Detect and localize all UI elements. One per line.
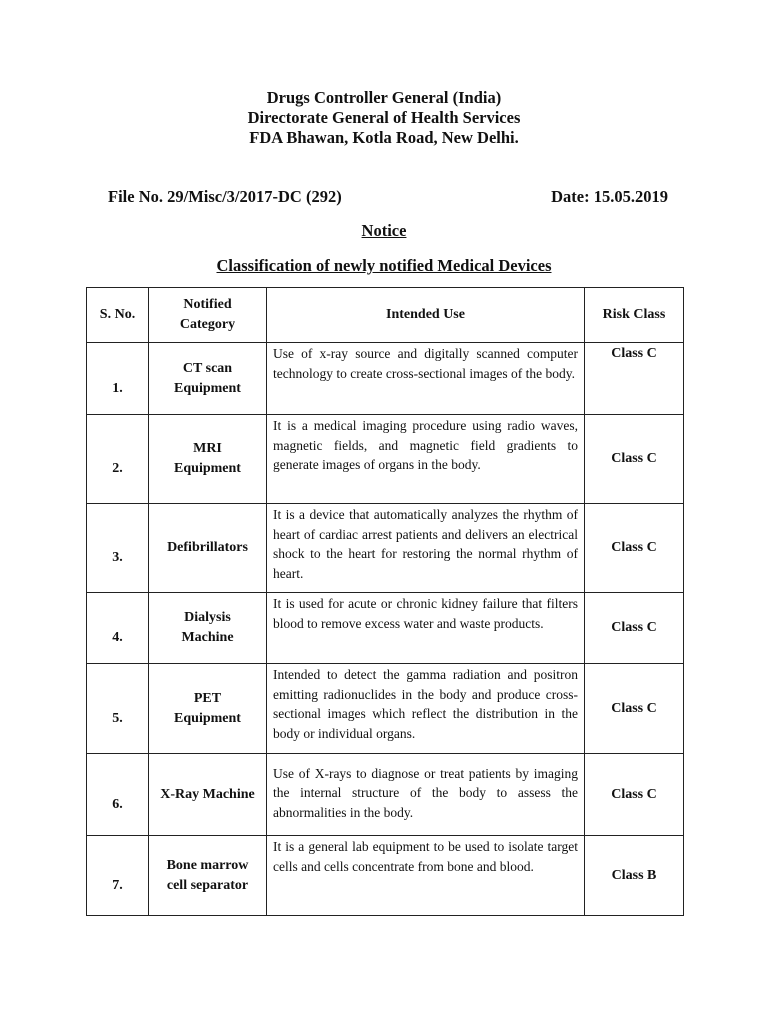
row-intended-use: Use of x-ray source and digitally scanned computer technology to create cross-sectional images of the body. — [267, 343, 585, 415]
row-intended-use: It is a device that automatically analyzes the rhythm of heart of cardiac arrest patients and delivers an electrical shock to the heart for restoring the normal rhythm of heart. — [267, 504, 585, 593]
row-risk-class: Class C — [585, 343, 684, 415]
table-row — [87, 754, 684, 836]
row-category: Bone marrow cell separator — [149, 836, 267, 916]
row-risk-class: Class C — [585, 415, 684, 504]
table-row — [87, 343, 684, 415]
row-intended-use: It is a medical imaging procedure using radio waves, magnetic fields, and magnetic field gradients to generate images of organs in the body. — [267, 415, 585, 504]
row-sno: 6. — [87, 754, 149, 836]
table-row — [87, 664, 684, 754]
row-risk-class: Class C — [585, 504, 684, 593]
row-sno: 2. — [87, 415, 149, 504]
row-category: PET Equipment — [149, 664, 267, 754]
row-category: Defibrillators — [149, 504, 267, 593]
row-intended-use: Use of X-rays to diagnose or treat patients by imaging the internal structure of the body to assess the abnormalities in the body. — [267, 754, 585, 836]
header-category — [149, 288, 267, 343]
row-intended-use: It is a general lab equipment to be used to isolate target cells and cells concentrate from bone and blood. — [267, 836, 585, 916]
header-intended-use: Intended Use — [267, 288, 585, 343]
row-intended-use: Intended to detect the gamma radiation and positron emitting radionuclides in the body and produce cross-sectional images which reflect the distribution in the body or individual organs. — [267, 664, 585, 754]
row-sno: 7. — [87, 836, 149, 916]
row-category: Dialysis Machine — [149, 593, 267, 664]
row-category: CT scan Equipment — [149, 343, 267, 415]
row-sno: 3. — [87, 504, 149, 593]
header-line-org: Drugs Controller General (India) — [266, 88, 502, 107]
header-category-line2: Category — [179, 317, 236, 332]
header-risk-class: Risk Class — [585, 288, 684, 343]
row-sno: 5. — [87, 664, 149, 754]
header-line-address: FDA Bhawan, Kotla Road, New Delhi. — [249, 128, 519, 147]
document-header — [0, 88, 768, 148]
header-line-directorate: Directorate General of Health Services — [247, 108, 521, 127]
table-row — [87, 415, 684, 504]
row-risk-class: Class C — [585, 664, 684, 754]
row-category: X-Ray Machine — [149, 754, 267, 836]
file-number: File No. 29/Misc/3/2017-DC (292) — [108, 187, 342, 206]
row-intended-use: It is used for acute or chronic kidney failure that filters blood to remove excess water and waste products. — [267, 593, 585, 664]
table-row — [87, 593, 684, 664]
notice-date: Date: 15.05.2019 — [551, 187, 668, 206]
file-reference-line — [108, 187, 668, 207]
notice-subject: Classification of newly notified Medical Devices — [216, 256, 552, 275]
row-sno: 4. — [87, 593, 149, 664]
device-classification-table — [86, 287, 684, 916]
row-risk-class: Class B — [585, 836, 684, 916]
row-risk-class: Class C — [585, 593, 684, 664]
table-row — [87, 504, 684, 593]
table-header-row — [87, 288, 684, 343]
row-category: MRI Equipment — [149, 415, 267, 504]
row-sno: 1. — [87, 343, 149, 415]
table-row — [87, 836, 684, 916]
header-sno: S. No. — [87, 288, 149, 343]
row-risk-class: Class C — [585, 754, 684, 836]
notice-title: Notice — [361, 221, 407, 240]
header-category-line1: Notified — [183, 297, 232, 312]
